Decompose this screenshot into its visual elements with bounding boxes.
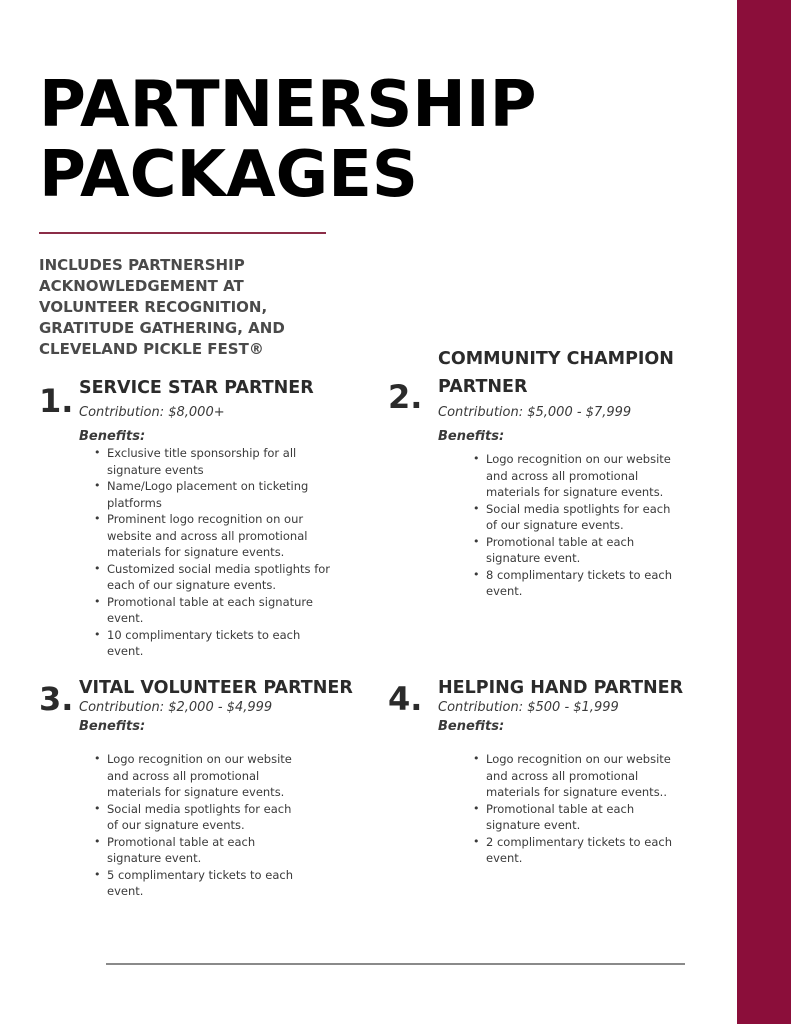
package-contribution: Contribution: $5,000 - $7,999 <box>438 405 632 420</box>
page-title <box>39 70 537 210</box>
benefit-item: • Exclusive title sponsorship for all signature events <box>107 445 337 478</box>
benefit-item: • Logo recognition on our website and across all promotional materials for signature events.. <box>486 751 676 801</box>
package-name: COMMUNITY CHAMPION PARTNER <box>438 349 674 397</box>
benefit-item: • Promotional table at each signature event. <box>486 534 676 567</box>
package-number: 2. <box>388 378 423 416</box>
benefit-item: • Prominent logo recognition on our website and across all promotional materials for signature events. <box>107 511 337 561</box>
benefits-list <box>486 751 676 867</box>
benefits-list <box>107 751 297 900</box>
benefit-item: • Social media spotlights for each of our signature events. <box>486 501 676 534</box>
benefits-label: Benefits: <box>438 719 505 734</box>
footer-divider <box>106 963 685 965</box>
benefit-item: • Logo recognition on our website and across all promotional materials for signature events. <box>107 751 297 801</box>
benefits-label: Benefits: <box>79 429 146 444</box>
benefits-label: Benefits: <box>79 719 146 734</box>
benefits-list <box>486 451 676 600</box>
benefit-item: • Customized social media spotlights for each of our signature events. <box>107 561 337 594</box>
benefit-item: • 2 complimentary tickets to each event. <box>486 834 676 867</box>
benefit-item: • 8 complimentary tickets to each event. <box>486 567 676 600</box>
package-number: 4. <box>388 680 423 718</box>
package-number: 3. <box>39 680 74 718</box>
package-name: HELPING HAND PARTNER <box>438 678 684 698</box>
benefit-item: • Name/Logo placement on ticketing platforms <box>107 478 337 511</box>
package-contribution: Contribution: $2,000 - $4,999 <box>79 700 273 715</box>
package-contribution: Contribution: $8,000+ <box>79 405 225 420</box>
accent-side-bar <box>737 0 791 1024</box>
benefits-list <box>107 445 337 660</box>
benefit-item: • Promotional table at each signature event. <box>107 834 297 867</box>
benefit-item: • Promotional table at each signature event. <box>486 801 676 834</box>
package-number: 1. <box>39 382 74 420</box>
benefit-item: • Social media spotlights for each of our signature events. <box>107 801 297 834</box>
benefit-item: • 5 complimentary tickets to each event. <box>107 867 297 900</box>
page-title-line-1: PARTNERSHIP <box>39 68 537 142</box>
intro-text: INCLUDES PARTNERSHIP ACKNOWLEDGEMENT AT VOLUNTEER RECOGNITION, GRATITUDE GATHERING, AND CLEVELAND PICKLE FEST® <box>39 256 285 358</box>
benefits-label: Benefits: <box>438 429 505 444</box>
package-name: SERVICE STAR PARTNER <box>79 378 314 398</box>
benefit-item: • Promotional table at each signature event. <box>107 594 337 627</box>
title-divider <box>39 232 326 234</box>
page-title-line-2: PACKAGES <box>39 138 418 212</box>
benefit-item: • Logo recognition on our website and across all promotional materials for signature events. <box>486 451 676 501</box>
benefit-item: • 10 complimentary tickets to each event. <box>107 627 337 660</box>
package-name: VITAL VOLUNTEER PARTNER <box>79 678 353 698</box>
package-contribution: Contribution: $500 - $1,999 <box>438 700 619 715</box>
